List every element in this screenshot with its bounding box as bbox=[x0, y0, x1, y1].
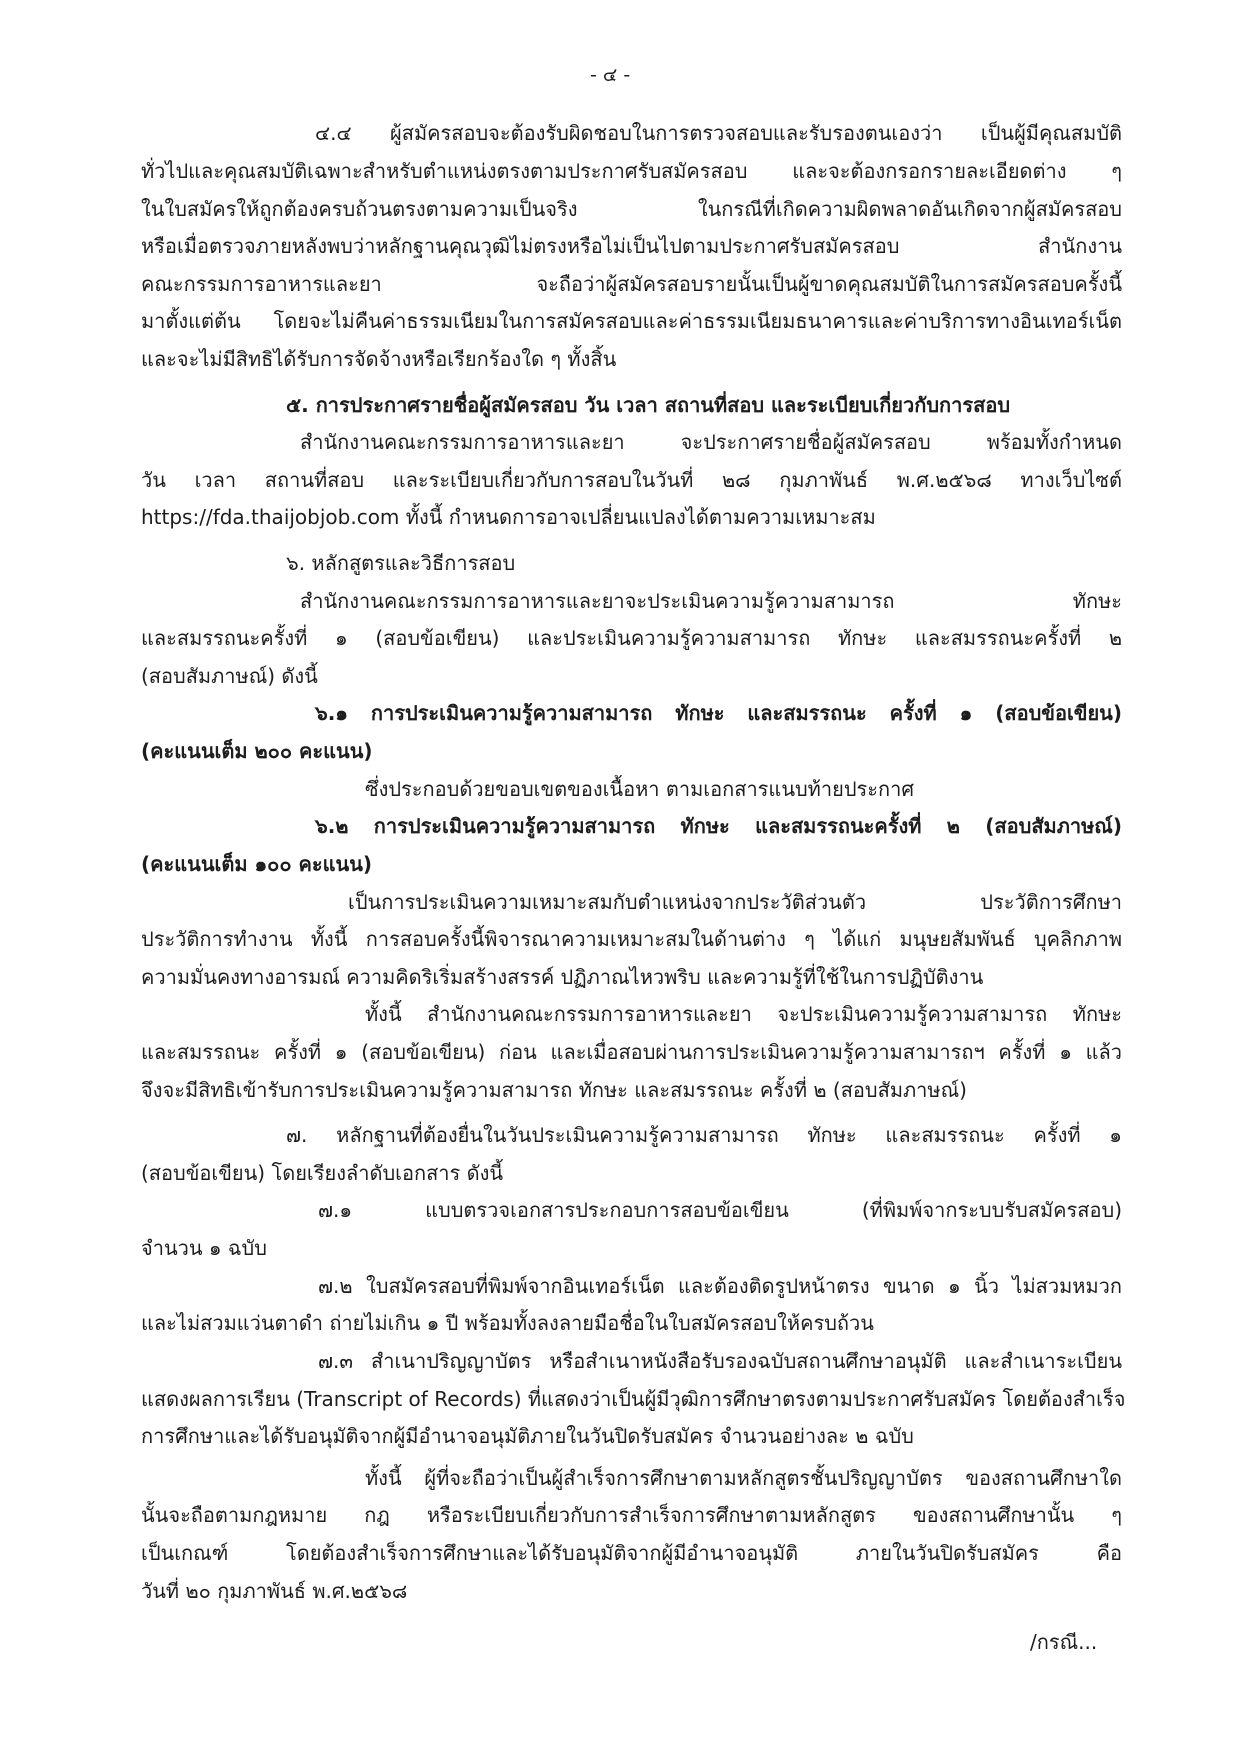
s73-line-1: ๗.๓ สำเนาปริญญาบัตร หรือสำเนาหนังสือรับรองฉบับสถานศึกษาอนุมัติ และสำเนาระเบียน bbox=[318, 1348, 1122, 1373]
s62-detail-3: ความมั่นคงทางอารมณ์ ความคิดริเริ่มสร้างสรรค์ ปฏิภาณไหวพริบ และความรู้ที่ใช้ในการปฏิบัติงาน bbox=[141, 964, 984, 989]
s62-detail-2: ประวัติการทำงาน ทั้งนี้ การสอบครั้งนี้พิจารณาความเหมาะสมในด้านต่าง ๆ ได้แก่ มนุษยสัมพันธ์ บุคลิกภาพ bbox=[141, 927, 1122, 952]
s44-line-7: และจะไม่มีสิทธิได้รับการจัดจ้างหรือเรียกร้องใด ๆ ทั้งสิ้น bbox=[141, 347, 617, 371]
s6-heading: ๖. หลักสูตรและวิธีการสอบ bbox=[286, 550, 516, 575]
s6-intro-3: (สอบสัมภาษณ์) ดังนี้ bbox=[141, 663, 318, 688]
s6-note-2: และสมรรถนะ ครั้งที่ ๑ (สอบข้อเขียน) ก่อน และเมื่อสอบผ่านการประเมินความรู้ความสามารถฯ ครั้งที่ ๑ แล้ว bbox=[141, 1040, 1122, 1064]
s44-line-6: มาตั้งแต่ต้น โดยจะไม่คืนค่าธรรมเนียมในการสมัครสอบและค่าธรรมเนียมธนาคารและค่าบริการทางอินเทอร์เน็ต bbox=[141, 309, 1122, 334]
s7-note-line-4: วันที่ ๒๐ กุมภาพันธ์ พ.ศ.๒๕๖๘ bbox=[141, 1578, 408, 1603]
s7-note-line-3: เป็นเกณฑ์ โดยต้องสำเร็จการศึกษาและได้รับอนุมัติจากผู้มีอำนาจอนุมัติ ภายในวันปิดรับสมัคร คือ bbox=[141, 1541, 1122, 1565]
s71-line-1: ๗.๑ แบบตรวจเอกสารประกอบการสอบข้อเขียน (ที่พิมพ์จากระบบรับสมัครสอบ) bbox=[318, 1198, 1122, 1223]
s61-score: (คะแนนเต็ม ๒๐๐ คะแนน) bbox=[141, 739, 373, 763]
s5-line-3 bbox=[141, 501, 876, 533]
s5-heading: ๕. การประกาศรายชื่อผู้สมัครสอบ วัน เวลา สถานที่สอบ และระเบียบเกี่ยวกับการสอบ bbox=[286, 392, 1011, 417]
s71-line-2: จำนวน ๑ ฉบับ bbox=[141, 1236, 267, 1260]
page-number: - ๔ - bbox=[590, 64, 631, 86]
s62-detail-1: เป็นการประเมินความเหมาะสมกับตำแหน่งจากประวัติส่วนตัว ประวัติการศึกษา bbox=[348, 889, 1122, 914]
continuation-marker: /กรณี... bbox=[1030, 1630, 1098, 1655]
s44-line-2: ทั่วไปและคุณสมบัติเฉพาะสำหรับตำแหน่งตรงตามประกาศรับสมัครสอบ และจะต้องกรอกรายละเอียดต่าง ๆ bbox=[141, 158, 1122, 183]
s62-score: (คะแนนเต็ม ๑๐๐ คะแนน) bbox=[141, 851, 373, 876]
s5-line-1: สำนักงานคณะกรรมการอาหารและยา จะประกาศรายชื่อผู้สมัครสอบ พร้อมทั้งกำหนด bbox=[300, 430, 1122, 455]
s6-note-1: ทั้งนี้ สำนักงานคณะกรรมการอาหารและยา จะประเมินความรู้ความสามารถ ทักษะ bbox=[365, 1002, 1122, 1027]
s44-line-1: ๔.๔ ผู้สมัครสอบจะต้องรับผิดชอบในการตรวจสอบและรับรองตนเองว่า เป็นผู้มีคุณสมบัติ bbox=[315, 121, 1122, 146]
s44-line-4: หรือเมื่อตรวจภายหลังพบว่าหลักฐานคุณวุฒิไม่ตรงหรือไม่เป็นไปตามประกาศรับสมัครสอบ สำนักงาน bbox=[141, 234, 1122, 259]
s44-line-3: ในใบสมัครให้ถูกต้องครบถ้วนตรงตามความเป็นจริง ในกรณีที่เกิดความผิดพลาดอันเกิดจากผู้สมัครสอบ bbox=[141, 196, 1122, 221]
s7-note-line-1: ทั้งนี้ ผู้ที่จะถือว่าเป็นผู้สำเร็จการศึกษาตามหลักสูตรชั้นปริญญาบัตร ของสถานศึกษาใด bbox=[365, 1465, 1122, 1490]
s5-line-3-tail: ทั้งนี้ กำหนดการอาจเปลี่ยนแปลงได้ตามความเหมาะสม bbox=[399, 505, 876, 530]
s6-intro-1: สำนักงานคณะกรรมการอาหารและยาจะประเมินความรู้ความสามารถ ทักษะ bbox=[300, 588, 1122, 613]
s6-intro-2: และสมรรถนะครั้งที่ ๑ (สอบข้อเขียน) และประเมินความรู้ความสามารถ ทักษะ และสมรรถนะครั้งที่ ๒ bbox=[141, 626, 1122, 651]
s44-line-5: คณะกรรมการอาหารและยา จะถือว่าผู้สมัครสอบรายนั้นเป็นผู้ขาดคุณสมบัติในการสมัครสอบครั้งนี้ bbox=[141, 271, 1122, 296]
s72-line-1: ๗.๒ ใบสมัครสอบที่พิมพ์จากอินเทอร์เน็ต และต้องติดรูปหน้าตรง ขนาด ๑ นิ้ว ไม่สวมหมวก bbox=[318, 1273, 1122, 1298]
s6-note-3: จึงจะมีสิทธิเข้ารับการประเมินความรู้ความสามารถ ทักษะ และสมรรถนะ ครั้งที่ ๒ (สอบสัมภาษณ์) bbox=[141, 1077, 967, 1102]
s7-note-line-2: นั้นจะถือตามกฎหมาย กฎ หรือระเบียบเกี่ยวกับการสำเร็จการศึกษาตามหลักสูตร ของสถานศึกษานั้น ๆ bbox=[141, 1503, 1122, 1528]
s62-title: ๖.๒ การประเมินความรู้ความสามารถ ทักษะ และสมรรถนะครั้งที่ ๒ (สอบสัมภาษณ์) bbox=[315, 814, 1122, 839]
fda-website-link[interactable]: https://fda.thaijobjob.com bbox=[141, 505, 400, 530]
s7-heading-2: (สอบข้อเขียน) โดยเรียงลำดับเอกสาร ดังนี้ bbox=[141, 1160, 504, 1185]
s73-line-2: แสดงผลการเรียน (Transcript of Records) ที่แสดงว่าเป็นผู้มีวุฒิการศึกษาตรงตามประกาศรับสมัคร โดยต้องสำเร็จ bbox=[141, 1386, 1126, 1411]
s61-title: ๖.๑ การประเมินความรู้ความสามารถ ทักษะ และสมรรถนะ ครั้งที่ ๑ (สอบข้อเขียน) bbox=[315, 701, 1122, 726]
s72-line-2: และไม่สวมแว่นตาดำ ถ่ายไม่เกิน ๑ ปี พร้อมทั้งลงลายมือชื่อในใบสมัครสอบให้ครบถ้วน bbox=[141, 1311, 874, 1336]
s5-line-2: วัน เวลา สถานที่สอบ และระเบียบเกี่ยวกับการสอบในวันที่ ๒๘ กุมภาพันธ์ พ.ศ.๒๕๖๘ ทางเว็บไซต์ bbox=[141, 467, 1122, 492]
s73-line-3: การศึกษาและได้รับอนุมัติจากผู้มีอำนาจอนุมัติภายในวันปิดรับสมัคร จำนวนอย่างละ ๒ ฉบับ bbox=[141, 1424, 914, 1449]
s61-detail: ซึ่งประกอบด้วยขอบเขตของเนื้อหา ตามเอกสารแนบท้ายประกาศ bbox=[365, 776, 915, 801]
s7-heading-1: ๗. หลักฐานที่ต้องยื่นในวันประเมินความรู้ความสามารถ ทักษะ และสมรรถนะ ครั้งที่ ๑ bbox=[286, 1123, 1123, 1148]
